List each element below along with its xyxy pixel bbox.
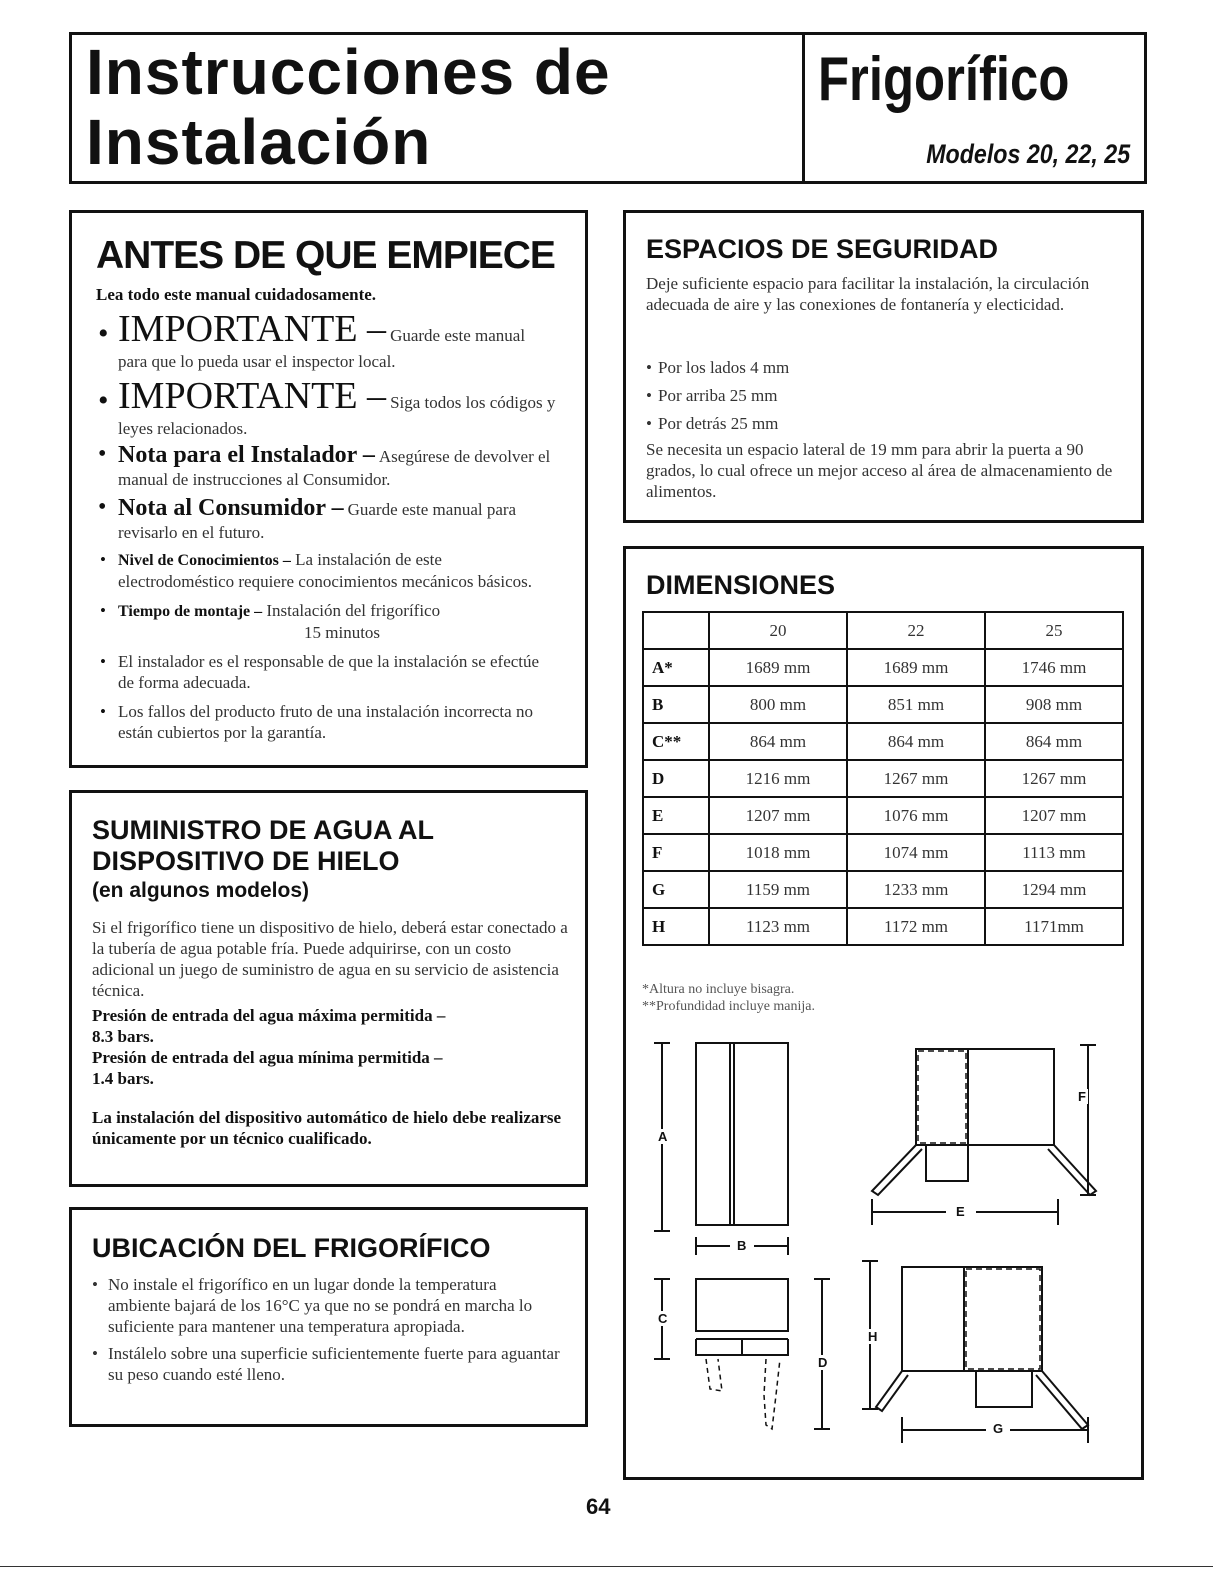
- bullet: •: [92, 1344, 98, 1363]
- espacios-item-text: Por detrás 25 mm: [658, 414, 779, 433]
- table-cell: 1172 mm: [847, 908, 985, 945]
- antes-item-fallos: [96, 701, 556, 743]
- table-cell: 1207 mm: [985, 797, 1123, 834]
- footnote-depth: **Profundidad incluye manija.: [642, 999, 816, 1014]
- row-label: E: [643, 797, 709, 834]
- antes-item-text: Guarde este manual para revisarlo en el futuro.: [118, 500, 517, 542]
- top-view-diagram-e-f: [872, 1045, 1096, 1225]
- bullet: •: [98, 317, 109, 350]
- table-cell: 1689 mm: [847, 649, 985, 686]
- bullet: •: [646, 358, 652, 377]
- header-box: [69, 32, 1147, 184]
- column-header: 20: [709, 612, 847, 649]
- bullet: •: [92, 1275, 98, 1294]
- row-label: A*: [643, 649, 709, 686]
- agua-min-label: Presión de entrada del agua mínima permitida –: [92, 1048, 443, 1067]
- antes-item-text: Los fallos del producto fruto de una instalación incorrecta no están cubiertos por la garantía.: [118, 702, 533, 742]
- table-cell: 1159 mm: [709, 871, 847, 908]
- agua-title-line-2: DISPOSITIVO DE HIELO: [92, 846, 400, 876]
- antes-title: ANTES DE QUE EMPIECE: [96, 234, 555, 277]
- product-name: Frigorífico: [818, 45, 1070, 114]
- bullet: •: [100, 601, 106, 620]
- antes-item-instalador: [96, 651, 556, 693]
- bullet: •: [100, 550, 106, 569]
- column-header: 22: [847, 612, 985, 649]
- antes-section: [69, 210, 588, 768]
- column-header: 25: [985, 612, 1123, 649]
- ubicacion-list: [92, 1274, 562, 1385]
- title-line-1: Instrucciones de: [86, 36, 611, 108]
- table-cell: 1113 mm: [985, 834, 1123, 871]
- espacios-item-text: Por arriba 25 mm: [658, 386, 778, 405]
- antes-item-text: El instalador es el responsable de que la instalación se efectúe de forma adecuada.: [118, 652, 540, 692]
- agua-section: [69, 790, 588, 1187]
- antes-item-text: Instalación del frigorífico: [266, 601, 441, 620]
- agua-subtitle: (en algunos modelos): [92, 879, 310, 902]
- antes-item-importante-2: [96, 374, 556, 439]
- bottom-rule: [0, 1566, 1213, 1567]
- table-cell: 1233 mm: [847, 871, 985, 908]
- table-cell: 1171mm: [985, 908, 1123, 945]
- agua-min-value: 1.4 bars.: [92, 1069, 154, 1088]
- table-row: [643, 723, 1123, 760]
- espacios-list: [646, 357, 1116, 434]
- bullet: •: [98, 494, 107, 520]
- row-label: F: [643, 834, 709, 871]
- agua-body: Si el frigorífico tiene un dispositivo de hielo, deberá estar conectado a la tubería de agua potable fría. Puede adquirirse, con un costo adicional un juego de suministro de agua en su servicio de asistencia técnica.: [92, 918, 568, 1000]
- bullet: •: [98, 384, 109, 417]
- dimensiones-title: DIMENSIONES: [646, 570, 836, 600]
- antes-item-text: La instalación de este electrodoméstico requiere conocimientos mecánicos básicos.: [118, 550, 532, 591]
- espacios-note: Se necesita un espacio lateral de 19 mm para abrir la puerta a 90 grados, lo cual ofrece un mejor acceso al área de almacenamiento de alimentos.: [646, 440, 1113, 501]
- table-row: [643, 797, 1123, 834]
- dimension-label-a: A: [658, 1129, 668, 1144]
- espacios-section: [623, 210, 1144, 523]
- bullet: •: [100, 702, 106, 721]
- table-cell: 908 mm: [985, 686, 1123, 723]
- table-cell: 1689 mm: [709, 649, 847, 686]
- espacios-item: [646, 385, 1116, 406]
- ubicacion-section: [69, 1207, 588, 1427]
- dimensions-table: [642, 611, 1124, 946]
- antes-list: [96, 307, 556, 743]
- agua-note: La instalación del dispositivo automático de hielo debe realizarse únicamente por un técnico cualificado.: [92, 1108, 562, 1148]
- dimension-label-b: B: [737, 1238, 747, 1253]
- ubicacion-item-text: No instale el frigorífico en un lugar donde la temperatura ambiente bajará de los 16°C ya que no se pondrá en marcha lo suficiente para mantener una temperatura apropiada.: [108, 1275, 533, 1336]
- bullet: •: [100, 652, 106, 671]
- depth-view-diagram: [654, 1279, 830, 1429]
- models-line: Modelos 20, 22, 25: [926, 139, 1130, 169]
- table-cell: 1207 mm: [709, 797, 847, 834]
- table-cell: 1076 mm: [847, 797, 985, 834]
- dimension-label-d: D: [818, 1355, 828, 1370]
- table-row: [643, 760, 1123, 797]
- antes-item-lead: IMPORTANTE –: [118, 375, 387, 417]
- agua-pressure: [92, 1005, 572, 1089]
- table-row: [643, 649, 1123, 686]
- antes-item-lead: Nota para el Instalador –: [118, 442, 375, 468]
- dimension-label-c: C: [658, 1311, 668, 1326]
- table-cell: 1746 mm: [985, 649, 1123, 686]
- table-cell: 1216 mm: [709, 760, 847, 797]
- agua-title-line-1: SUMINISTRO DE AGUA AL: [92, 815, 434, 845]
- agua-max-value: 8.3 bars.: [92, 1027, 154, 1046]
- row-label: D: [643, 760, 709, 797]
- antes-item-tiempo: [96, 600, 556, 643]
- antes-item-text: Siga todos los códigos y leyes relacionados.: [118, 393, 556, 438]
- dimensiones-section: [623, 546, 1144, 1480]
- row-label: H: [643, 908, 709, 945]
- bullet: •: [646, 414, 652, 433]
- antes-item-nota-consumidor: [96, 494, 556, 543]
- antes-item-importante-1: [96, 307, 556, 372]
- antes-intro: Lea todo este manual cuidadosamente.: [96, 285, 377, 304]
- table-cell: 864 mm: [847, 723, 985, 760]
- ubicacion-item: [92, 1343, 562, 1385]
- espacios-item: [646, 413, 1116, 434]
- table-cell: 800 mm: [709, 686, 847, 723]
- table-header-row: [643, 612, 1123, 649]
- agua-title: [92, 815, 434, 905]
- table-row: [643, 871, 1123, 908]
- table-cell: 851 mm: [847, 686, 985, 723]
- row-label: B: [643, 686, 709, 723]
- table-cell: 1294 mm: [985, 871, 1123, 908]
- table-corner: [643, 612, 709, 649]
- dimension-diagrams: [626, 1029, 1141, 1479]
- row-label: G: [643, 871, 709, 908]
- espacios-title: ESPACIOS DE SEGURIDAD: [646, 234, 999, 264]
- antes-item-nota-instalador: [96, 441, 556, 490]
- espacios-intro: Deje suficiente espacio para facilitar la instalación, la circulación adecuada de aire y las conexiones de fontanería y electicidad.: [646, 274, 1090, 314]
- table-cell: 1123 mm: [709, 908, 847, 945]
- table-row: [643, 686, 1123, 723]
- antes-item-lead: Nota al Consumidor –: [118, 495, 344, 521]
- dimension-label-g: G: [993, 1421, 1004, 1436]
- table-cell: 1267 mm: [985, 760, 1123, 797]
- title-line-2: Instalación: [86, 106, 432, 178]
- top-view-diagram-g-h: [862, 1261, 1088, 1443]
- table-cell: 1267 mm: [847, 760, 985, 797]
- table-row: [643, 834, 1123, 871]
- document-title: [86, 37, 611, 177]
- footnote-height: *Altura no incluye bisagra.: [642, 982, 795, 997]
- bullet: •: [646, 386, 652, 405]
- ubicacion-item: [92, 1274, 562, 1337]
- dimension-label-e: E: [956, 1204, 965, 1219]
- espacios-item-text: Por los lados 4 mm: [658, 358, 790, 377]
- bullet: •: [98, 441, 107, 467]
- table-cell: 1074 mm: [847, 834, 985, 871]
- antes-item-text: Guarde este manual para que lo pueda usar el inspector local.: [118, 326, 526, 371]
- header-divider: [802, 35, 805, 181]
- table-row: [643, 908, 1123, 945]
- agua-max-label: Presión de entrada del agua máxima permitida –: [92, 1006, 446, 1025]
- table-cell: 864 mm: [709, 723, 847, 760]
- antes-item-lead: Nivel de Conocimientos –: [118, 552, 291, 569]
- ubicacion-title: UBICACIÓN DEL FRIGORÍFICO: [92, 1233, 491, 1263]
- antes-item-lead: IMPORTANTE –: [118, 308, 387, 350]
- front-view-diagram: [654, 1043, 788, 1255]
- ubicacion-item-text: Instálelo sobre una superficie suficientemente fuerte para aguantar su peso cuando esté lleno.: [108, 1344, 560, 1384]
- espacios-item: [646, 357, 1116, 378]
- dimension-label-f: F: [1078, 1089, 1086, 1104]
- row-label: C**: [643, 723, 709, 760]
- page-number: 64: [586, 1494, 611, 1519]
- antes-item-lead: Tiempo de montaje –: [118, 603, 263, 620]
- table-cell: 1018 mm: [709, 834, 847, 871]
- footnotes: [642, 981, 815, 1015]
- antes-item-time: 15 minutos: [304, 623, 381, 642]
- antes-item-text: Asegúrese de devolver el manual de instrucciones al Consumidor.: [118, 447, 551, 489]
- dimension-label-h: H: [868, 1329, 878, 1344]
- antes-item-nivel: [96, 549, 556, 592]
- table-cell: 864 mm: [985, 723, 1123, 760]
